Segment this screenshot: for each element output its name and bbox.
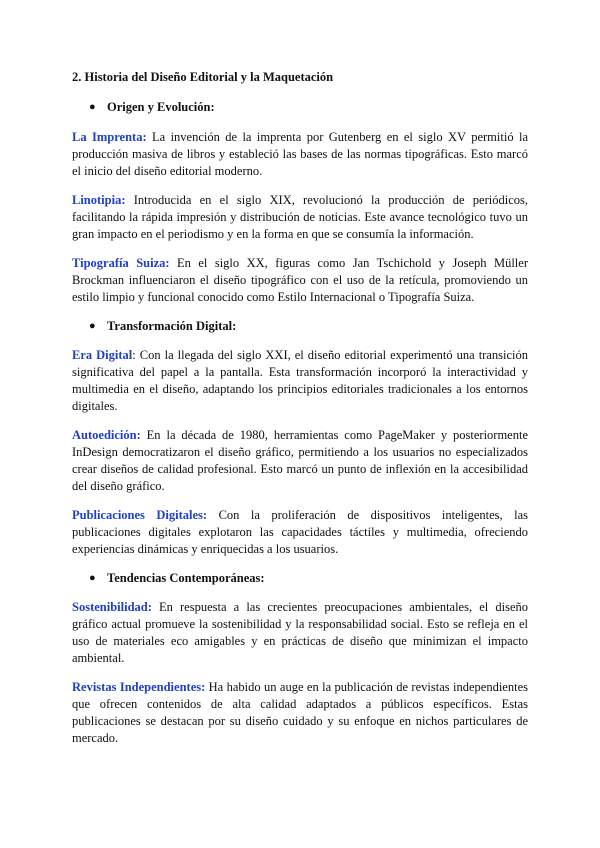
paragraph-tipografia-suiza <box>72 255 528 306</box>
subsection-heading-label: Transformación Digital: <box>107 319 237 333</box>
term-label: Era Digital <box>72 348 133 362</box>
paragraph-text: La invención de la imprenta por Gutenberg en el siglo XV permitió la producción masiva de libros y estableció las bases de las normas tipográficas. Esto marcó el inicio del diseño editorial moderno. <box>72 130 528 178</box>
paragraph-sostenibilidad <box>72 599 528 667</box>
paragraph-text: En respuesta a las crecientes preocupaciones ambientales, el diseño gráfico actual promueve la sostenibilidad y la responsabilidad social. Esto se refleja en el uso de materiales eco amigables y en prácticas de diseño que minimizan el impacto ambiental. <box>72 600 528 665</box>
term-label: Linotipia: <box>72 193 126 207</box>
paragraph-revistas-independientes <box>72 679 528 747</box>
term-label: La Imprenta: <box>72 130 147 144</box>
paragraph-la-imprenta <box>72 129 528 180</box>
term-label: Sostenibilidad: <box>72 600 152 614</box>
section-title: 2. Historia del Diseño Editorial y la Maquetación <box>72 70 334 84</box>
paragraph-text: Introducida en el siglo XIX, revolucionó la producción de periódicos, facilitando la rápida impresión y distribución de noticias. Este avance tecnológico tuvo un gran impacto en el periodismo y en la forma en que se consumía la información. <box>72 193 528 241</box>
paragraph-text: En el siglo XX, figuras como Jan Tschichold y Joseph Müller Brockman influenciaron el diseño tipográfico con el uso de la retícula, promoviendo un estilo limpio y funcional conocido como Estilo Internacional o Tipografía Suiza. <box>72 256 528 304</box>
bullet-icon: ● <box>89 320 96 332</box>
paragraph-era-digital <box>72 347 528 415</box>
bullet-icon: ● <box>89 572 96 584</box>
paragraph-publicaciones-digitales <box>72 507 528 558</box>
term-label: Autoedición: <box>72 428 141 442</box>
term-label: Publicaciones Digitales: <box>72 508 208 522</box>
paragraph-text: Ha habido un auge en la publicación de revistas independientes que ofrecen contenidos de alta calidad adaptados a públicos específicos. Estas publicaciones se destacan por su diseño cuidado y su enfoque en nichos particulares de mercado. <box>72 680 528 745</box>
paragraph-linotipia <box>72 192 528 243</box>
term-label: Revistas Independientes: <box>72 680 206 694</box>
paragraph-autoedicion <box>72 427 528 495</box>
term-label: Tipografía Suiza: <box>72 256 170 270</box>
subsection-heading-label: Origen y Evolución: <box>107 100 215 114</box>
subsection-heading-origen <box>72 99 528 116</box>
paragraph-text: Con la proliferación de dispositivos inteligentes, las publicaciones digitales explotaron las capacidades táctiles y multimedia, ofreciendo experiencias dinámicas y enriquecidas a los usuarios. <box>72 508 529 556</box>
subsection-heading-label: Tendencias Contemporáneas: <box>107 571 265 585</box>
document-page <box>72 69 528 747</box>
subsection-heading-tendencias <box>72 570 528 587</box>
subsection-heading-transformacion <box>72 318 528 335</box>
paragraph-text: En la década de 1980, herramientas como PageMaker y posteriormente InDesign democratizaron el diseño gráfico, permitiendo a los usuarios no especializados crear diseños de calidad profesional. Esto marcó un punto de inflexión en la accesibilidad del diseño gráfico. <box>72 428 528 493</box>
bullet-icon: ● <box>89 101 96 113</box>
paragraph-text: : Con la llegada del siglo XXI, el diseño editorial experimentó una transición significativa del papel a la pantalla. Esta transformación incorporó la interactividad y multimedia en el diseño, adaptando los principios editoriales tradicionales a los entornos digitales. <box>72 348 528 413</box>
